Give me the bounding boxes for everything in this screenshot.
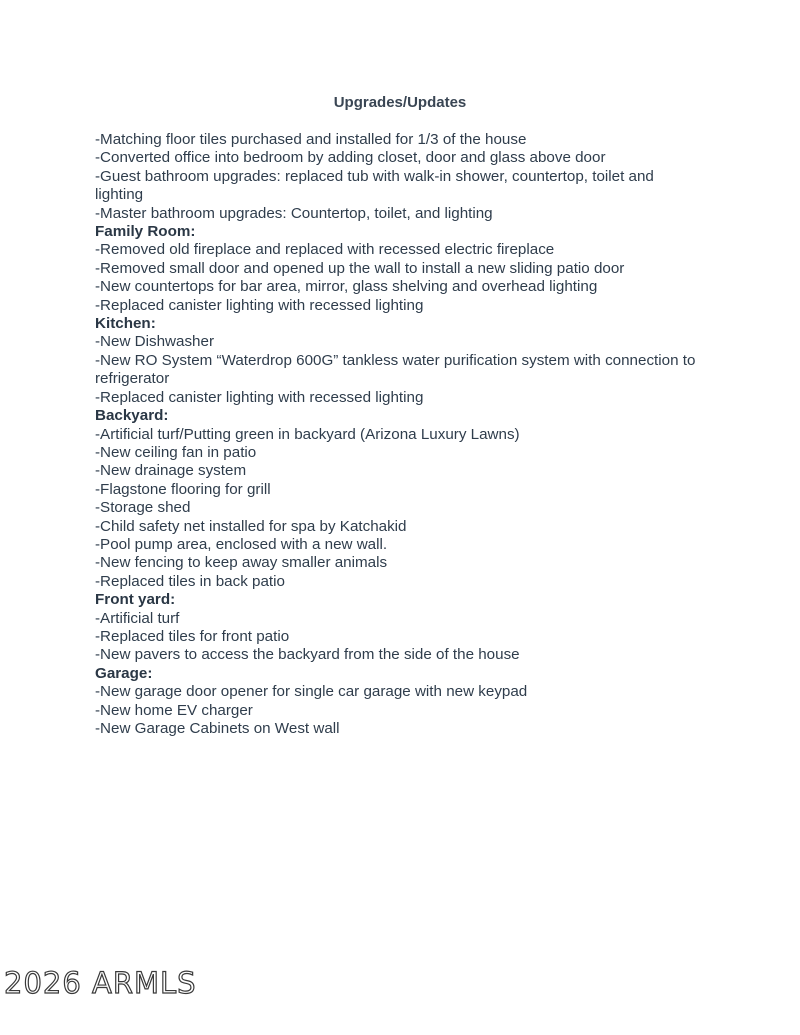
list-item: -New countertops for bar area, mirror, glass shelving and overhead lighting — [95, 278, 598, 296]
list-item: -New RO System “Waterdrop 600G” tankless water purification system with connection to refrigerator — [95, 351, 696, 388]
watermark: 2026 ARMLS — [4, 966, 197, 1000]
section-heading-backyard: Backyard: — [95, 407, 169, 425]
list-item: -Artificial turf/Putting green in backyard (Arizona Luxury Lawns) — [95, 425, 520, 443]
list-item: -Flagstone flooring for grill — [95, 480, 271, 498]
list-item: -Matching floor tiles purchased and installed for 1/3 of the house — [95, 131, 527, 148]
list-item: -Storage shed — [95, 499, 191, 517]
section-heading-family-room: Family Room: — [95, 223, 196, 241]
list-item: -Artificial turf — [95, 609, 180, 627]
list-item: -New ceiling fan in patio — [95, 443, 257, 461]
list-item: -Guest bathroom upgrades: replaced tub with walk-in shower, countertop, toilet and lighting — [95, 167, 654, 204]
list-item: -Removed small door and opened up the wall to install a new sliding patio door — [95, 259, 625, 277]
list-item: -Master bathroom upgrades: Countertop, toilet, and lighting — [95, 204, 493, 222]
list-item: -Converted office into bedroom by adding closet, door and glass above door — [95, 149, 606, 167]
section-heading-front-yard: Front yard: — [95, 591, 176, 609]
list-item: -New fencing to keep away smaller animals — [95, 554, 388, 572]
section-heading-garage: Garage: — [95, 664, 153, 682]
list-item: -New garage door opener for single car garage with new keypad — [95, 683, 528, 701]
list-item: -Replaced tiles for front patio — [95, 627, 290, 645]
page-title: Upgrades/Updates — [333, 94, 467, 111]
list-item: -Pool pump area, enclosed with a new wall. — [95, 535, 388, 553]
list-item: -Replaced canister lighting with recessed lighting — [95, 388, 424, 406]
list-item: -Removed old fireplace and replaced with recessed electric fireplace — [95, 241, 555, 259]
list-item: -Child safety net installed for spa by Katchakid — [95, 517, 407, 535]
list-item: -Replaced canister lighting with recessed lighting — [95, 296, 424, 314]
list-item: -New pavers to access the backyard from the side of the house — [95, 646, 520, 664]
list-item: -New Garage Cabinets on West wall — [95, 720, 340, 737]
upgrades-list — [95, 131, 705, 738]
list-item: -New home EV charger — [95, 701, 253, 719]
list-item: -Replaced tiles in back patio — [95, 572, 285, 590]
list-item: -New drainage system — [95, 462, 247, 480]
list-item: -New Dishwasher — [95, 333, 215, 351]
section-heading-kitchen: Kitchen: — [95, 315, 156, 333]
